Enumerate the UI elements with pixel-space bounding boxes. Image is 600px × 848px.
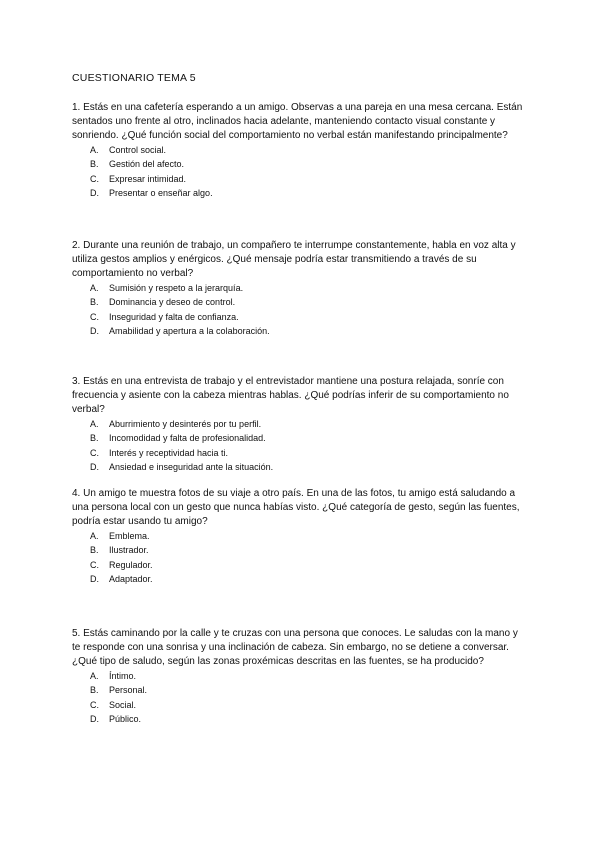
option-letter: D.	[90, 573, 99, 584]
option-a	[72, 529, 524, 543]
option-letter: D.	[90, 325, 99, 336]
option-letter: A.	[90, 419, 99, 429]
option-letter: C.	[90, 559, 99, 570]
option-text: Control social.	[109, 145, 167, 155]
option-b	[72, 431, 524, 445]
option-c	[72, 310, 524, 324]
answer-options	[72, 143, 524, 200]
option-text: Regulador.	[109, 559, 153, 570]
answer-options	[72, 281, 524, 338]
option-text: Adaptador.	[109, 573, 153, 584]
option-letter: C.	[90, 447, 99, 458]
question-text: 3. Estás en una entrevista de trabajo y el entrevistador mantiene una postura relajada, sonríe con frecuencia y asiente con la cabeza mientras hablas. ¿Qué podrías inferir de su comportamiento no verbal?	[72, 376, 509, 415]
question-text: 5. Estás caminando por la calle y te cruzas con una persona que conoces. Le saludas con la mano y te responde con una sonrisa y una inclinación de cabeza. Sin embargo, no se detiene a conversar. ¿Qué tipo de saludo, según las zonas proxémicas descritas en las fuentes, se ha producido?	[72, 628, 518, 667]
option-b	[72, 543, 524, 557]
option-text: Ilustrador.	[109, 545, 149, 556]
option-text: Íntimo.	[109, 671, 137, 681]
option-letter: D.	[90, 187, 99, 198]
question-3	[72, 375, 524, 474]
option-letter: C.	[90, 173, 99, 184]
option-d	[72, 324, 524, 338]
option-letter: B.	[90, 685, 99, 696]
option-text: Social.	[109, 699, 137, 710]
question-text: 4. Un amigo te muestra fotos de su viaje a otro país. En una de las fotos, tu amigo está saludando a una persona local con un gesto que nunca habías visto. ¿Qué categoría de gesto, según las fuentes, podría estar usando tu amigo?	[72, 488, 520, 527]
answer-options	[72, 529, 524, 586]
question-4	[72, 487, 524, 586]
question-text: 1. Estás en una cafetería esperando a un amigo. Observas a una pareja en una mesa cercana. Están sentados uno frente al otro, inclinados hacia adelante, manteniendo contacto visual constante y sonriendo. ¿Qué función social del comportamiento no verbal están manifestando principalmente?	[72, 102, 523, 141]
question-2	[72, 239, 524, 338]
option-d	[72, 712, 524, 726]
option-text: Ansiedad e inseguridad ante la situación.	[109, 461, 274, 472]
option-text: Personal.	[109, 685, 148, 696]
answer-options	[72, 417, 524, 474]
option-text: Inseguridad y falta de confianza.	[109, 311, 239, 322]
option-c	[72, 558, 524, 572]
option-letter: B.	[90, 297, 99, 308]
option-letter: A.	[90, 283, 99, 293]
question-1	[72, 101, 524, 200]
option-b	[72, 683, 524, 697]
question-text: 2. Durante una reunión de trabajo, un compañero te interrumpe constantemente, habla en voz alta y utiliza gestos amplios y enérgicos. ¿Qué mensaje podría estar transmitiendo a través de su comportamiento no verbal?	[72, 240, 516, 279]
question-5	[72, 627, 524, 726]
option-text: Incomodidad y falta de profesionalidad.	[109, 433, 266, 444]
option-letter: C.	[90, 311, 99, 322]
option-letter: B.	[90, 433, 99, 444]
option-a	[72, 143, 524, 157]
option-letter: D.	[90, 461, 99, 472]
option-b	[72, 157, 524, 171]
option-text: Presentar o enseñar algo.	[109, 187, 213, 198]
answer-options	[72, 669, 524, 726]
option-text: Expresar intimidad.	[109, 173, 187, 184]
option-d	[72, 186, 524, 200]
option-letter: B.	[90, 545, 99, 556]
option-text: Aburrimiento y desinterés por tu perfil.	[109, 419, 262, 429]
option-d	[72, 460, 524, 474]
option-letter: A.	[90, 671, 99, 681]
option-text: Dominancia y deseo de control.	[109, 297, 236, 308]
option-text: Público.	[109, 713, 142, 724]
option-c	[72, 446, 524, 460]
option-a	[72, 417, 524, 431]
option-text: Sumisión y respeto a la jerarquía.	[109, 283, 244, 293]
option-a	[72, 669, 524, 683]
page-title: CUESTIONARIO TEMA 5	[72, 72, 196, 84]
option-c	[72, 698, 524, 712]
option-d	[72, 572, 524, 586]
option-text: Amabilidad y apertura a la colaboración.	[109, 325, 270, 336]
option-letter: B.	[90, 159, 99, 170]
option-c	[72, 172, 524, 186]
option-letter: C.	[90, 699, 99, 710]
option-text: Interés y receptividad hacia ti.	[109, 447, 229, 458]
option-a	[72, 281, 524, 295]
option-text: Gestión del afecto.	[109, 159, 185, 170]
option-text: Emblema.	[109, 531, 150, 541]
option-letter: A.	[90, 531, 99, 541]
option-letter: A.	[90, 145, 99, 155]
option-b	[72, 295, 524, 309]
option-letter: D.	[90, 713, 99, 724]
